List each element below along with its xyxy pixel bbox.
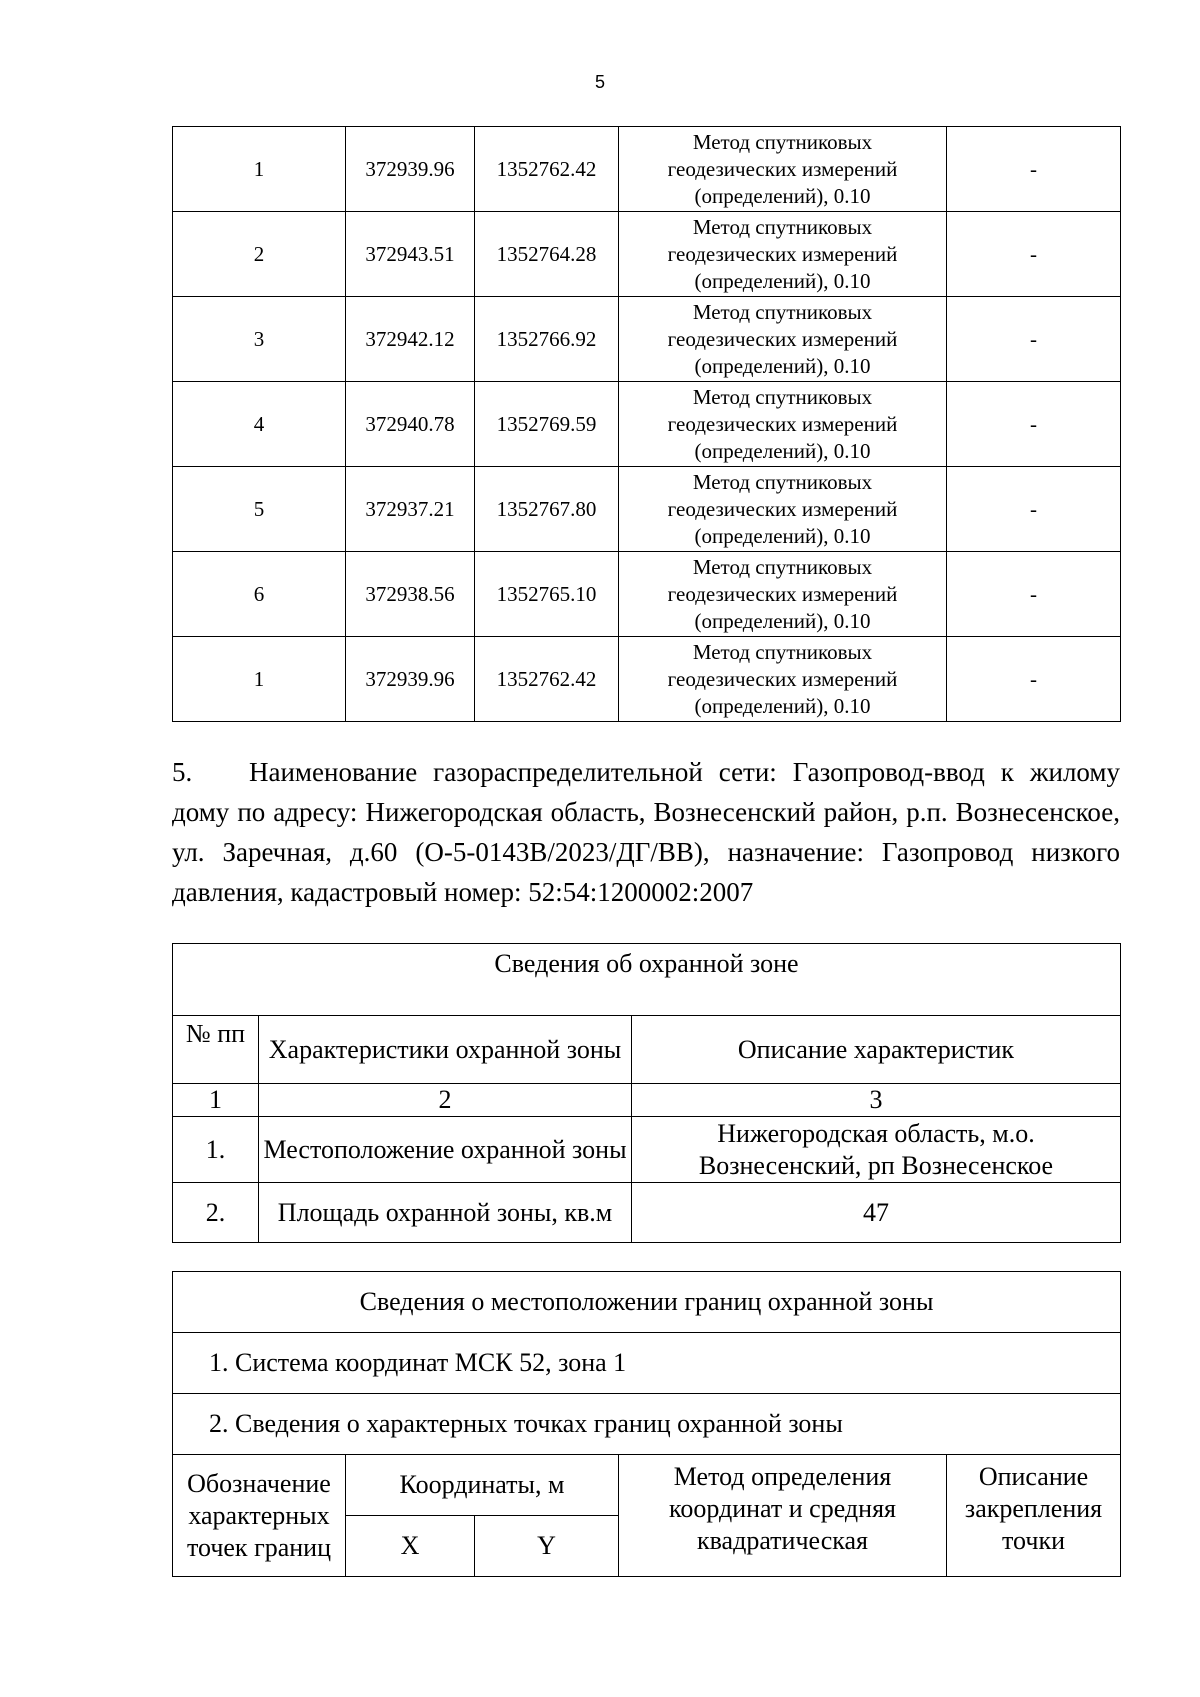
boundary-points-info: 2. Сведения о характерных точках границ охранной зоны	[173, 1394, 1121, 1455]
method-line: (определений), 0.10	[694, 183, 871, 208]
method-line: геодезических измерений	[667, 326, 898, 351]
coord-y: 1352765.10	[475, 552, 619, 637]
header-fixing	[947, 1455, 1121, 1577]
coord-x: 372943.51	[346, 212, 475, 297]
index-cell: 2	[259, 1084, 632, 1117]
page-number: 5	[594, 72, 605, 92]
coord-x: 372942.12	[346, 297, 475, 382]
table-row	[173, 637, 1121, 722]
method-line: (определений), 0.10	[694, 608, 871, 633]
boundary-table	[172, 1271, 1121, 1577]
method-line: (определений), 0.10	[694, 523, 871, 548]
point-number: 4	[173, 382, 346, 467]
method-line: Метод спутниковых	[692, 554, 873, 579]
point-number: 3	[173, 297, 346, 382]
header-characteristics: Характеристики охранной зоны	[259, 1016, 632, 1084]
coord-y: 1352762.42	[475, 637, 619, 722]
header-coordinates: Координаты, м	[346, 1455, 619, 1516]
section-number: 5.	[172, 757, 193, 787]
method-line: геодезических измерений	[667, 581, 898, 606]
point-number: 1	[173, 637, 346, 722]
method	[619, 382, 947, 467]
coord-x: 372940.78	[346, 382, 475, 467]
table-row	[173, 467, 1121, 552]
row-characteristic: Площадь охранной зоны, кв.м	[259, 1183, 632, 1243]
table-row	[173, 552, 1121, 637]
row-value	[632, 1117, 1121, 1183]
method-line: (определений), 0.10	[694, 693, 871, 718]
index-cell: 1	[173, 1084, 259, 1117]
row-characteristic: Местоположение охранной зоны	[259, 1117, 632, 1183]
protection-zone-table	[172, 943, 1121, 1243]
table-row	[173, 212, 1121, 297]
header-num: № пп	[173, 1016, 259, 1084]
method	[619, 467, 947, 552]
header-line: закрепления	[964, 1494, 1103, 1523]
point-number: 2	[173, 212, 346, 297]
method-line: (определений), 0.10	[694, 353, 871, 378]
method-line: геодезических измерений	[667, 241, 898, 266]
header-line: точек границ	[186, 1532, 332, 1562]
section-5-paragraph	[172, 752, 1120, 912]
row-num: 1.	[173, 1117, 259, 1183]
row-value: 47	[632, 1183, 1121, 1243]
method	[619, 637, 947, 722]
point-number: 1	[173, 127, 346, 212]
coord-x: 372939.96	[346, 127, 475, 212]
point-number: 5	[173, 467, 346, 552]
index-cell: 3	[632, 1084, 1121, 1117]
header-points	[173, 1455, 346, 1577]
coord-y: 1352764.28	[475, 212, 619, 297]
header-line: координат и средняя	[669, 1494, 896, 1523]
table-row	[173, 297, 1121, 382]
table-row	[173, 382, 1121, 467]
boundary-table-title: Сведения о местоположении границ охранной зоны	[173, 1272, 1121, 1333]
coord-y: 1352767.80	[475, 467, 619, 552]
method-line: Метод спутниковых	[692, 129, 873, 154]
header-method	[619, 1455, 947, 1577]
section-text: Наименование газораспределительной сети: Газопровод-ввод к жилому дому по адресу: Нижегородская область, Вознесенский район, р.п. Вознесенское, ул. Заречная, д.60 (О-5-0143В/2023/ДГ/ВВ), назначение: Газопровод низкого давления, кадастровый номер: 52:54:1200002:2007	[172, 757, 1120, 907]
method-line: Метод спутниковых	[692, 639, 873, 664]
table-row	[173, 127, 1121, 212]
coord-y: 1352766.92	[475, 297, 619, 382]
point-description: -	[947, 382, 1121, 467]
point-description: -	[947, 127, 1121, 212]
coord-x: 372938.56	[346, 552, 475, 637]
method	[619, 552, 947, 637]
method-line: Метод спутниковых	[692, 384, 873, 409]
point-description: -	[947, 467, 1121, 552]
coord-x: 372937.21	[346, 467, 475, 552]
coordinates-table	[172, 126, 1121, 722]
header-description: Описание характеристик	[632, 1016, 1121, 1084]
method-line: геодезических измерений	[667, 156, 898, 181]
header-x: X	[346, 1516, 475, 1577]
method-line: (определений), 0.10	[694, 438, 871, 463]
point-description: -	[947, 552, 1121, 637]
coordinate-system: 1. Система координат МСК 52, зона 1	[173, 1333, 1121, 1394]
header-line: Метод определения	[673, 1462, 892, 1491]
header-y: Y	[475, 1516, 619, 1577]
coord-x: 372939.96	[346, 637, 475, 722]
method-line: (определений), 0.10	[694, 268, 871, 293]
coord-y: 1352762.42	[475, 127, 619, 212]
point-description: -	[947, 637, 1121, 722]
header-line: Обозначение	[187, 1468, 331, 1498]
header-line: квадратическая	[696, 1526, 869, 1555]
method-line: геодезических измерений	[667, 411, 898, 436]
method-line: геодезических измерений	[667, 666, 898, 691]
header-line: Описание	[978, 1462, 1089, 1491]
method-line: Метод спутниковых	[692, 299, 873, 324]
header-line: характерных	[188, 1500, 330, 1530]
method	[619, 212, 947, 297]
zone-table-title: Сведения об охранной зоне	[173, 944, 1121, 1016]
point-description: -	[947, 212, 1121, 297]
value-line: Вознесенский, рп Вознесенское	[698, 1150, 1054, 1180]
point-number: 6	[173, 552, 346, 637]
method-line: геодезических измерений	[667, 496, 898, 521]
value-line: Нижегородская область, м.о.	[717, 1118, 1035, 1148]
coord-y: 1352769.59	[475, 382, 619, 467]
method	[619, 127, 947, 212]
method-line: Метод спутниковых	[692, 469, 873, 494]
point-description: -	[947, 297, 1121, 382]
row-num: 2.	[173, 1183, 259, 1243]
method-line: Метод спутниковых	[692, 214, 873, 239]
header-line: точки	[1002, 1526, 1065, 1555]
method	[619, 297, 947, 382]
